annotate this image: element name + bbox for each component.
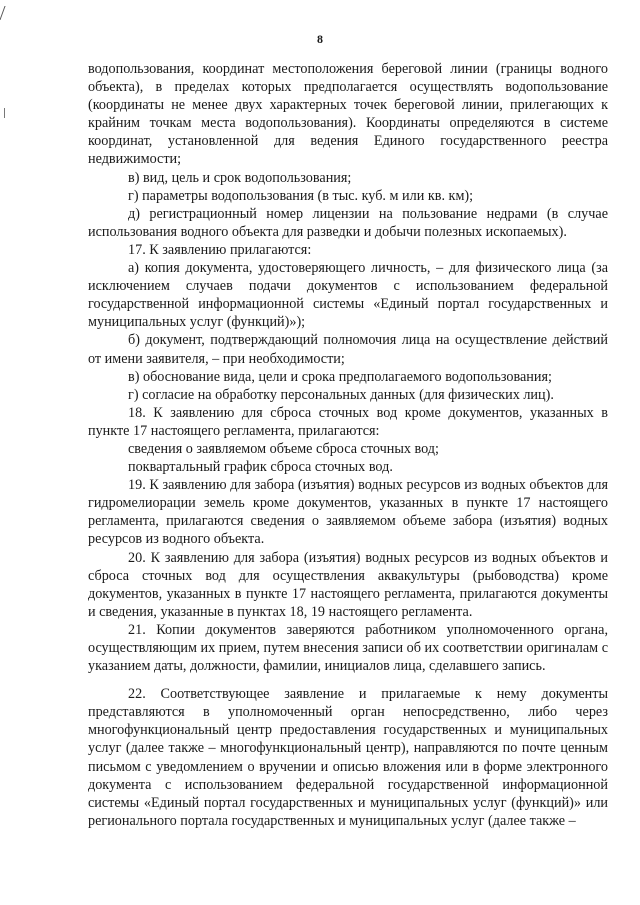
paragraph-22: 22. Соответствующее заявление и прилагаемые к нему документы представляются в уполномоченный орган непосредственно, либо через многофункциональный центр предоставления государственных и муниципальных услуг (далее также – многофункциональный центр), направляются по почте ценным письмом с уведомлением о вручении и описью вложения или в форме электронного документа с использованием федеральной государственной информационной системы «Единый портал государственных и муниципальных услуг (функций)» или регионального портала государственных и муниципальных услуг (далее также – — [88, 686, 608, 829]
paragraph-21: 21. Копии документов заверяются работником уполномоченного органа, осуществляющим их прием, путем внесения записи об их соответствии оригиналам с указанием даты, должности, фамилии, инициалов лица, сделавшего запись. — [88, 621, 608, 675]
paragraph-19: 19. К заявлению для забора (изъятия) водных ресурсов из водных объектов для гидромелиорации земель кроме документов, указанных в пункте 17 настоящего регламента, прилагаются сведения о заявляемом объеме забора (изъятия) водных ресурсов из водного объекта. — [88, 477, 608, 548]
paragraph-17-heading: 17. К заявлению прилагаются: — [128, 241, 312, 258]
paragraph-17-a: а) копия документа, удостоверяющего личность, – для физического лица (за исключением случаев подачи документов с использованием федеральной государственной информационной системы «Единый портал государственных и муниципальных услуг (функций)»); — [88, 260, 608, 331]
paragraph-17-b: б) документ, подтверждающий полномочия лица на осуществление действий от имени заявителя, – при необходимости; — [88, 332, 608, 367]
scan-artifact-mark — [0, 6, 12, 20]
paragraph-item-v: в) вид, цель и срок водопользования; — [128, 169, 352, 186]
paragraph-17-g: г) согласие на обработку персональных данных (для физических лиц). — [128, 386, 554, 403]
scan-artifact-mark — [4, 108, 5, 118]
paragraph-item-d: д) регистрационный номер лицензии на пользование недрами (в случае использования водного объекта для разведки и добычи полезных ископаемых). — [88, 205, 608, 240]
paragraph-17-v: в) обоснование вида, цели и срока предполагаемого водопользования; — [128, 368, 552, 385]
paragraph-item-g: г) параметры водопользования (в тыс. куб. м или кв. км); — [128, 187, 474, 204]
paragraph-18: 18. К заявлению для сброса сточных вод кроме документов, указанных в пункте 17 настоящего регламента, прилагаются: — [88, 404, 608, 439]
paragraph-18-volume: сведения о заявляемом объеме сброса сточных вод; — [128, 440, 439, 457]
document-body — [88, 60, 608, 830]
paragraph-18-schedule: поквартальный график сброса сточных вод. — [128, 459, 393, 476]
paragraph-coordinates: водопользования, координат местоположения береговой линии (границы водного объекта), в пределах которых предполагается осуществлять водопользование (координаты не менее двух характерных точек береговой линии, прилегающих к крайним точкам места водопользования). Координаты определяются в системе координат, установленной для ведения Единого государственного реестра недвижимости; — [88, 61, 608, 168]
paragraph-20: 20. К заявлению для забора (изъятия) водных ресурсов из водных объектов и сброса сточных вод для осуществления аквакультуры (рыбоводства) кроме документов, указанных в пункте 17 настоящего регламента, прилагаются документы и сведения, указанные в пунктах 18, 19 настоящего регламента. — [88, 549, 608, 620]
page-number: 8 — [317, 32, 323, 46]
